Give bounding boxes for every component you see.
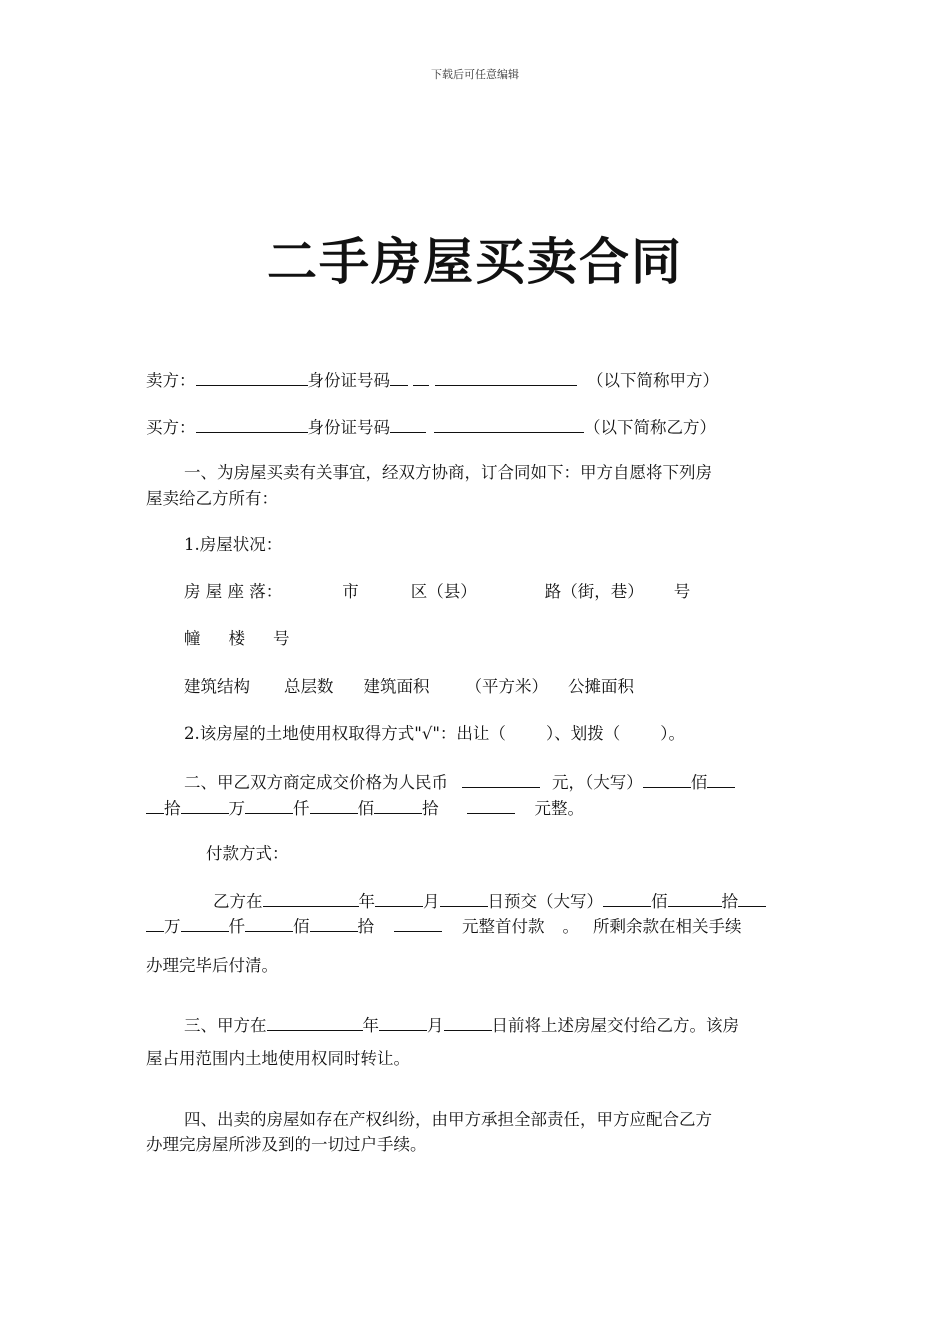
location-number: 号 <box>673 582 691 601</box>
payment-shi-blank[interactable] <box>668 888 722 907</box>
item2-text: 2.该房屋的土地使用权取得方式"√"：出让（ <box>184 724 506 743</box>
payment-intro: 乙方在 <box>213 892 263 911</box>
seller-id-blank-2[interactable] <box>413 367 429 386</box>
buyer-note: （以下简称乙方） <box>584 418 716 437</box>
location-road: 路（街，巷） <box>544 582 644 601</box>
payment-day-blank[interactable] <box>440 888 488 907</box>
clause4-line2: 办理完房屋所涉及到的一切过户手续。 <box>146 1135 427 1154</box>
clause2-qian: 仟 <box>293 799 310 818</box>
buyer-label: 买方： <box>146 418 196 437</box>
payment-period: 。 <box>562 917 579 936</box>
payment-yuan-blank[interactable] <box>394 913 442 932</box>
clause1-line1: 一、为房屋买卖有关事宜，经双方协商，订合同如下：甲方自愿将下列房 <box>184 463 712 482</box>
payment-wan-blank-a[interactable] <box>738 888 766 907</box>
location-district: 区（县） <box>410 582 477 601</box>
seller-line <box>146 367 719 393</box>
payment-year-blank[interactable] <box>263 888 359 907</box>
clause3-intro: 三、甲方在 <box>184 1016 267 1035</box>
payment-wan-blank-b[interactable] <box>146 913 164 932</box>
seller-id-label: 身份证号码 <box>307 371 390 390</box>
payment-remaining: 所剩余款在相关手续 <box>593 917 742 936</box>
payment-line1 <box>213 888 766 914</box>
payment-month-blank[interactable] <box>375 888 423 907</box>
buyer-name-blank[interactable] <box>196 414 308 433</box>
clause2-wan: 万 <box>228 799 245 818</box>
price-shi-blank-b[interactable] <box>146 795 164 814</box>
payment-shi: 拾 <box>721 892 738 911</box>
payment-line3: 办理完毕后付清。 <box>146 956 278 975</box>
payment-qian-blank[interactable] <box>181 913 229 932</box>
price-yuan-blank[interactable] <box>467 795 515 814</box>
clause2-shi: 拾 <box>164 799 181 818</box>
payment-wan: 万 <box>164 917 181 936</box>
clause2-line2 <box>146 795 584 821</box>
seller-id-blank-3[interactable] <box>435 367 577 386</box>
payment-bai2: 佰 <box>293 917 310 936</box>
structure-type: 建筑结构 <box>184 677 250 696</box>
clause2-shi2: 拾 <box>422 799 439 818</box>
payment-bai2-blank[interactable] <box>245 913 293 932</box>
clause4-line1: 四、出卖的房屋如存在产权纠纷，由甲方承担全部责任，甲方应配合乙方 <box>184 1110 712 1129</box>
buyer-id-label: 身份证号码 <box>307 418 390 437</box>
handover-year-blank[interactable] <box>267 1012 363 1031</box>
price-number-blank[interactable] <box>462 769 540 788</box>
clause2-bai: 佰 <box>690 773 708 792</box>
clause2-yuan: 元，（大写） <box>552 773 643 792</box>
buyer-id-blank-1[interactable] <box>390 414 426 433</box>
item2-line <box>184 722 685 746</box>
price-wan-blank[interactable] <box>181 795 229 814</box>
price-bai2-blank[interactable] <box>310 795 358 814</box>
price-qian-blank[interactable] <box>245 795 293 814</box>
handover-day-blank[interactable] <box>444 1012 492 1031</box>
seller-label: 卖方： <box>146 371 196 390</box>
header-note: 下载后可任意编辑 <box>431 68 519 81</box>
buyer-line <box>146 414 716 440</box>
seller-id-blank-1[interactable] <box>390 367 408 386</box>
item1-heading: 1.房屋状况： <box>184 535 283 554</box>
structure-area: 建筑面积 <box>363 677 430 696</box>
payment-line2 <box>146 913 742 939</box>
structure-line <box>184 675 634 699</box>
seller-name-blank[interactable] <box>196 367 308 386</box>
building-floor: 楼 <box>228 629 245 648</box>
payment-label: 付款方式： <box>206 844 289 863</box>
structure-unit: （平方米） <box>465 677 548 696</box>
price-shi2-blank[interactable] <box>374 795 422 814</box>
item2-mid: ）、划拨（ <box>545 724 621 743</box>
clause3-line2: 屋占用范围内土地使用权同时转让。 <box>146 1049 410 1068</box>
document-title: 二手房屋买卖合同 <box>267 232 683 291</box>
buyer-id-blank-2[interactable] <box>434 414 584 433</box>
clause3-year: 年 <box>362 1016 379 1035</box>
seller-note: （以下简称甲方） <box>587 371 719 390</box>
location-label: 房 屋 座 落： <box>184 582 283 601</box>
clause3-month: 月 <box>427 1016 444 1035</box>
payment-down: 元整首付款 <box>462 917 545 936</box>
payment-month: 月 <box>423 892 440 911</box>
building-room: 号 <box>273 629 290 648</box>
price-bai-blank[interactable] <box>643 769 691 788</box>
location-city: 市 <box>342 582 359 601</box>
payment-year: 年 <box>358 892 375 911</box>
clause1-line2: 屋卖给乙方所有： <box>146 489 278 508</box>
clause2-line1 <box>184 769 735 795</box>
building-block: 幢 <box>184 629 201 648</box>
clause2-bai2: 佰 <box>357 799 374 818</box>
building-line <box>184 627 290 651</box>
price-shi-blank-a[interactable] <box>707 769 735 788</box>
clause2-end: 元整。 <box>534 799 584 818</box>
location-line <box>184 580 690 604</box>
payment-day: 日预交（大写） <box>487 892 603 911</box>
clause2-intro: 二、甲乙双方商定成交价格为人民币 <box>184 773 448 792</box>
payment-bai-blank[interactable] <box>603 888 651 907</box>
payment-shi2-blank[interactable] <box>310 913 358 932</box>
handover-month-blank[interactable] <box>379 1012 427 1031</box>
payment-bai: 佰 <box>651 892 668 911</box>
structure-floors: 总层数 <box>284 677 334 696</box>
payment-qian: 仟 <box>228 917 245 936</box>
payment-shi2: 拾 <box>357 917 374 936</box>
clause3-line1 <box>184 1012 739 1038</box>
structure-shared-area: 公摊面积 <box>568 677 634 696</box>
item2-end: ）。 <box>660 724 685 743</box>
clause3-day: 日前将上述房屋交付给乙方。该房 <box>491 1016 739 1035</box>
